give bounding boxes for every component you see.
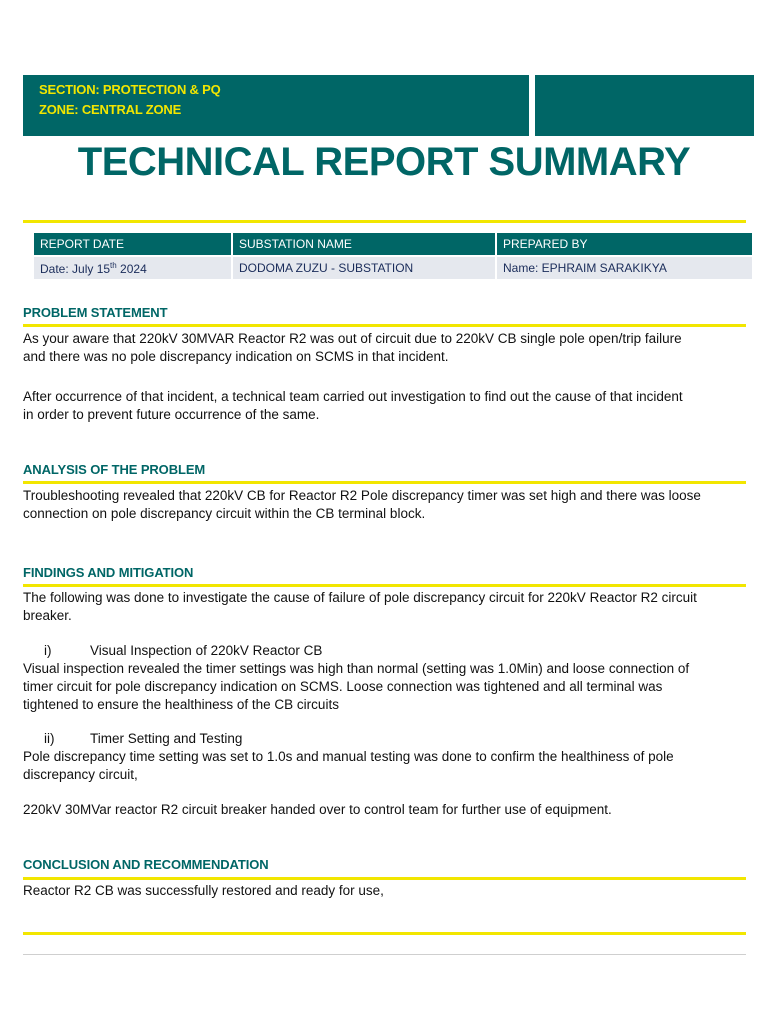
prepared-by-cell: Name: EPHRAIM SARAKIKYA [497,257,752,279]
report-date-cell: Date: July 15th 2024 [34,257,231,279]
report-date-header: REPORT DATE [34,233,231,255]
table-header-row [34,233,752,255]
analysis-divider [23,481,746,484]
findings-item-2-text: Pole discrepancy time setting was set to 1.0s and manual testing was done to confirm the healthiness of pole discrepancy circuit, [23,749,674,782]
prepared-by-header: PREPARED BY [497,233,752,255]
findings-item-1-text: Visual inspection revealed the timer settings was high than normal (setting was 1.0Min) and loose connection of timer circuit for pole discrepancy indication on SCMS. Loose connection was tightened and all terminal was tightened to ensure the healthiness of the CB circuits [23,661,690,712]
conclusion-paragraph: Reactor R2 CB was successfully restored and ready for use, [23,883,384,898]
list-item-title: Visual Inspection of 220kV Reactor CB [90,643,323,658]
findings-divider [23,584,746,587]
problem-paragraph-1: As your aware that 220kV 30MVAR Reactor R2 was out of circuit due to 220kV CB single pole open/trip failure and there was no pole discrepancy indication on SCMS in that incident. [23,331,682,364]
header-band [23,75,529,136]
handover-paragraph: 220kV 30MVar reactor R2 circuit breaker handed over to control team for further use of equipment. [23,802,612,817]
analysis-paragraph: Troubleshooting revealed that 220kV CB for Reactor R2 Pole discrepancy timer was set high and there was loose connection on pole discrepancy circuit within the CB terminal block. [23,488,701,521]
problem-paragraph-2: After occurrence of that incident, a technical team carried out investigation to find out the cause of that incident in order to prevent future occurrence of the same. [23,389,683,422]
analysis-heading: ANALYSIS OF THE PROBLEM [23,462,206,477]
substation-header: SUBSTATION NAME [233,233,495,255]
conclusion-divider [23,877,746,880]
problem-heading: PROBLEM STATEMENT [23,305,168,320]
footer-divider [23,932,746,935]
problem-divider [23,324,746,327]
findings-heading: FINDINGS AND MITIGATION [23,565,194,580]
report-info-table [32,231,754,281]
zone-label: ZONE: CENTRAL ZONE [39,102,182,117]
list-item-number: ii) [44,731,55,746]
page-title: TECHNICAL REPORT SUMMARY [77,140,691,184]
list-item-number: i) [44,643,52,658]
substation-cell: DODOMA ZUZU - SUBSTATION [233,257,495,279]
footer-rule [23,954,746,955]
list-item-title: Timer Setting and Testing [90,731,243,746]
title-divider [23,220,746,223]
header-band-right [535,75,754,136]
section-label: SECTION: PROTECTION & PQ [39,82,221,97]
findings-intro: The following was done to investigate the cause of failure of pole discrepancy circuit for 220kV Reactor R2 circuit breaker. [23,590,697,623]
table-row [34,257,752,279]
conclusion-heading: CONCLUSION AND RECOMMENDATION [23,857,269,872]
